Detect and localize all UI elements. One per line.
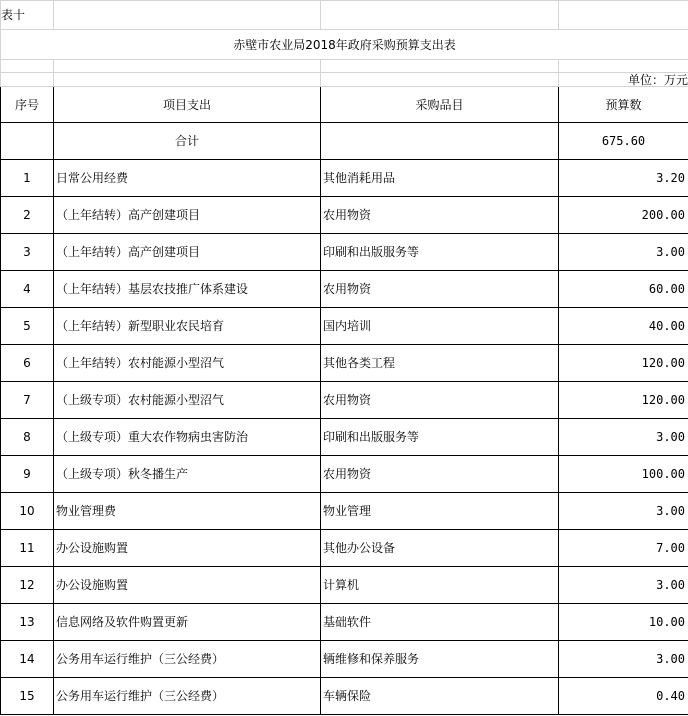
row-index[interactable]: 14 [1, 641, 54, 678]
row-item[interactable]: 信息网络及软件购置更新 [54, 604, 321, 641]
row-index[interactable]: 9 [1, 456, 54, 493]
empty-cell[interactable] [54, 73, 321, 87]
row-procurement[interactable]: 其他消耗用品 [321, 160, 559, 197]
table-row [1, 567, 688, 604]
row-item[interactable]: 物业管理费 [54, 493, 321, 530]
row-item[interactable]: 公务用车运行维护（三公经费） [54, 641, 321, 678]
header-budget[interactable]: 预算数 [559, 87, 688, 123]
empty-cell[interactable] [559, 60, 688, 73]
row-index[interactable]: 4 [1, 271, 54, 308]
row-budget[interactable]: 120.00 [559, 345, 688, 382]
row-procurement[interactable]: 其他办公设备 [321, 530, 559, 567]
row-budget[interactable]: 3.00 [559, 641, 688, 678]
table-row [1, 234, 688, 271]
empty-cell[interactable] [321, 60, 559, 73]
row-budget[interactable]: 60.00 [559, 271, 688, 308]
row-index[interactable]: 1 [1, 160, 54, 197]
table-row [1, 493, 688, 530]
empty-cell[interactable] [321, 1, 559, 30]
row-item[interactable]: （上年结转）农村能源小型沼气 [54, 345, 321, 382]
table-row [1, 604, 688, 641]
total-procurement-cell[interactable] [321, 123, 559, 160]
row-procurement[interactable]: 农用物资 [321, 456, 559, 493]
row-budget[interactable]: 100.00 [559, 456, 688, 493]
row-item[interactable]: （上级专项）农村能源小型沼气 [54, 382, 321, 419]
empty-cell[interactable] [54, 1, 321, 30]
row-item[interactable]: 办公设施购置 [54, 567, 321, 604]
row-budget[interactable]: 120.00 [559, 382, 688, 419]
row-budget[interactable]: 0.40 [559, 678, 688, 715]
row-budget[interactable]: 3.20 [559, 160, 688, 197]
row-procurement[interactable]: 计算机 [321, 567, 559, 604]
row-procurement[interactable]: 印刷和出版服务等 [321, 419, 559, 456]
empty-cell[interactable] [559, 1, 688, 30]
table-row [1, 345, 688, 382]
row-budget[interactable]: 200.00 [559, 197, 688, 234]
row-procurement[interactable]: 农用物资 [321, 382, 559, 419]
empty-cell[interactable] [321, 73, 559, 87]
row-index[interactable]: 13 [1, 604, 54, 641]
row-budget[interactable]: 7.00 [559, 530, 688, 567]
row-item[interactable]: （上年结转）高产创建项目 [54, 197, 321, 234]
unit-label[interactable]: 单位：万元 [559, 73, 688, 87]
total-value[interactable]: 675.60 [559, 123, 688, 160]
header-procurement[interactable]: 采购品目 [321, 87, 559, 123]
row-item[interactable]: （上级专项）重大农作物病虫害防治 [54, 419, 321, 456]
table-row [1, 530, 688, 567]
row-index[interactable]: 11 [1, 530, 54, 567]
row-index[interactable]: 2 [1, 197, 54, 234]
row-index[interactable]: 12 [1, 567, 54, 604]
row-procurement[interactable]: 其他各类工程 [321, 345, 559, 382]
row-procurement[interactable]: 物业管理 [321, 493, 559, 530]
row-budget[interactable]: 3.00 [559, 234, 688, 271]
row-procurement[interactable]: 农用物资 [321, 271, 559, 308]
row-procurement[interactable]: 国内培训 [321, 308, 559, 345]
row-index[interactable]: 8 [1, 419, 54, 456]
row-budget[interactable]: 10.00 [559, 604, 688, 641]
row-item[interactable]: （上年结转）新型职业农民培育 [54, 308, 321, 345]
row-index[interactable]: 10 [1, 493, 54, 530]
table-row [1, 197, 688, 234]
empty-cell[interactable] [54, 60, 321, 73]
row-item[interactable]: 日常公用经费 [54, 160, 321, 197]
total-index-cell[interactable] [1, 123, 54, 160]
empty-cell[interactable] [1, 60, 54, 73]
row-index[interactable]: 5 [1, 308, 54, 345]
table-row [1, 160, 688, 197]
row-procurement[interactable]: 农用物资 [321, 197, 559, 234]
table-row [1, 641, 688, 678]
row-procurement[interactable]: 基础软件 [321, 604, 559, 641]
table-row [1, 271, 688, 308]
row-procurement[interactable]: 印刷和出版服务等 [321, 234, 559, 271]
row-budget[interactable]: 3.00 [559, 419, 688, 456]
row-budget[interactable]: 40.00 [559, 308, 688, 345]
empty-cell[interactable] [1, 73, 54, 87]
row-procurement[interactable]: 辆维修和保养服务 [321, 641, 559, 678]
row-index[interactable]: 3 [1, 234, 54, 271]
total-label[interactable]: 合计 [54, 123, 321, 160]
table-row [1, 678, 688, 715]
header-index[interactable]: 序号 [1, 87, 54, 123]
row-item[interactable]: （上级专项）秋冬播生产 [54, 456, 321, 493]
page-title[interactable]: 赤壁市农业局2018年政府采购预算支出表 [1, 30, 688, 60]
header-item[interactable]: 项目支出 [54, 87, 321, 123]
table-row [1, 308, 688, 345]
table-row [1, 456, 688, 493]
row-index[interactable]: 7 [1, 382, 54, 419]
row-procurement[interactable]: 车辆保险 [321, 678, 559, 715]
row-budget[interactable]: 3.00 [559, 493, 688, 530]
row-item[interactable]: 办公设施购置 [54, 530, 321, 567]
row-budget[interactable]: 3.00 [559, 567, 688, 604]
row-item[interactable]: （上年结转）基层农技推广体系建设 [54, 271, 321, 308]
row-item[interactable]: 公务用车运行维护（三公经费） [54, 678, 321, 715]
table-row [1, 419, 688, 456]
row-index[interactable]: 6 [1, 345, 54, 382]
sheet-label[interactable]: 表十 [1, 1, 54, 30]
table-row [1, 382, 688, 419]
row-index[interactable]: 15 [1, 678, 54, 715]
row-item[interactable]: （上年结转）高产创建项目 [54, 234, 321, 271]
